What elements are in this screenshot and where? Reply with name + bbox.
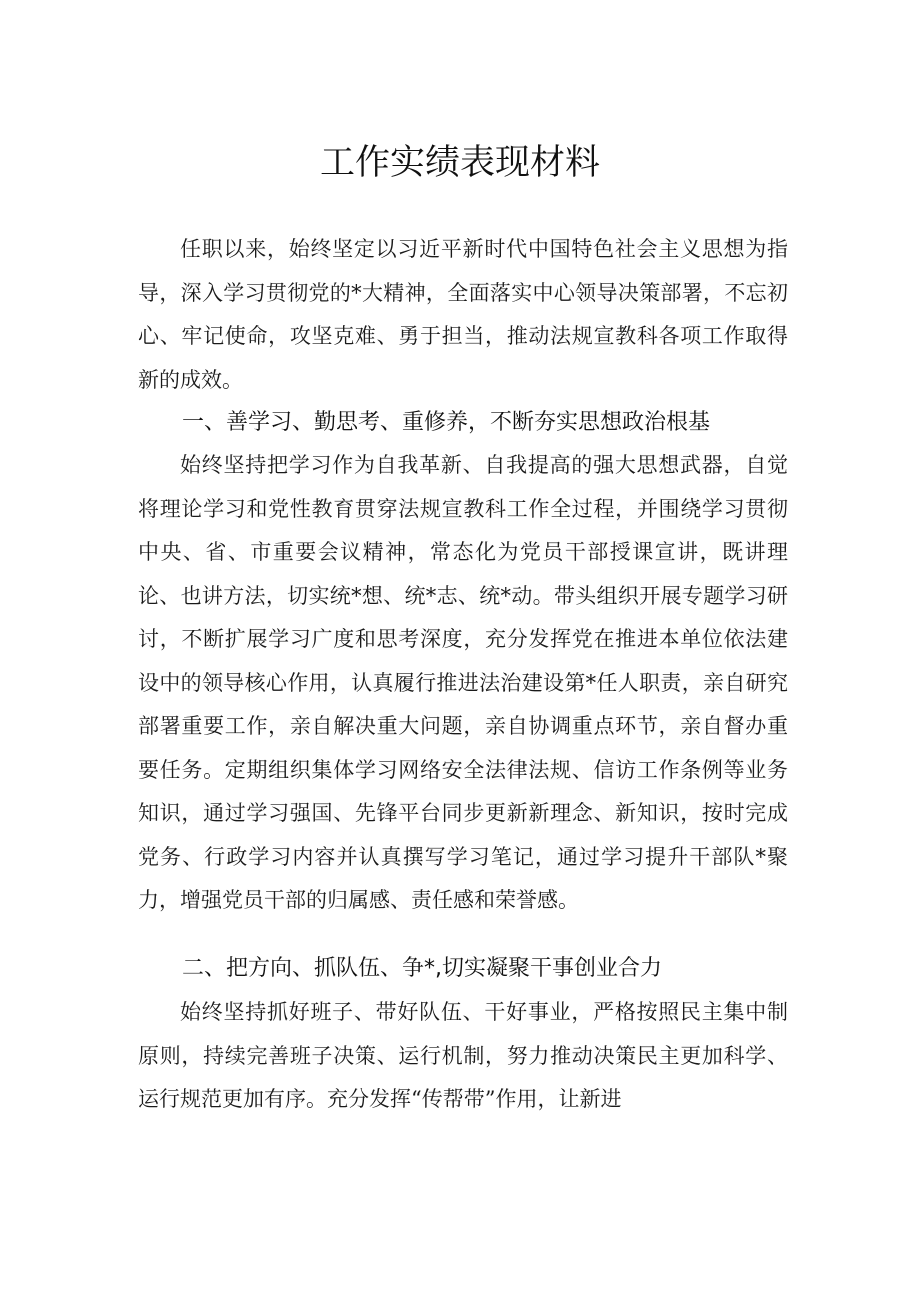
section-heading-2: 二、把方向、抓队伍、争*,切实凝聚干事创业合力 <box>182 956 662 981</box>
document-title: 工作实绩表现材料 <box>319 143 600 183</box>
intro-paragraph: 任职以来，始终坚定以习近平新时代中国特色社会主义思想为指导，深入学习贯彻党的*大精神，全面落实中心领导决策部署，不忘初心、牢记使命，攻坚克难、勇于担当，推动法规宣教科各项工作取得新的成效。 <box>138 237 788 392</box>
section-1-paragraph: 始终坚持把学习作为自我革新、自我提高的强大思想武器，自觉将理论学习和党性教育贯穿法规宣教科工作全过程，并围绕学习贯彻中央、省、市重要会议精神，常态化为党员干部授课宣讲，既讲理论、也讲方法，切实统*想、统*志、统*动。带头组织开展专题学习研讨，不断扩展学习广度和思考深度，充分发挥党在推进本单位依法建设中的领导核心作用，认真履行推进法治建设第*任人职责，亲自研究部署重要工作，亲自解决重大问题，亲自协调重点环节，亲自督办重要任务。定期组织集体学习网络安全法律法规、信访工作条例等业务知识，通过学习强国、先锋平台同步更新新理念、新知识，按时完成党务、行政学习内容并认真撰写学习笔记，通过学习提升干部队*聚力，增强党员干部的归属感、责任感和荣誉感。 <box>138 453 788 912</box>
section-2-paragraph: 始终坚持抓好班子、带好队伍、干好事业，严格按照民主集中制原则，持续完善班子决策、运行机制，努力推动决策民主更加科学、运行规范更加有序。充分发挥“传帮带”作用，让新进 <box>138 1000 788 1111</box>
section-heading-1: 一、善学习、勤思考、重修养，不断夯实思想政治根基 <box>182 410 711 435</box>
